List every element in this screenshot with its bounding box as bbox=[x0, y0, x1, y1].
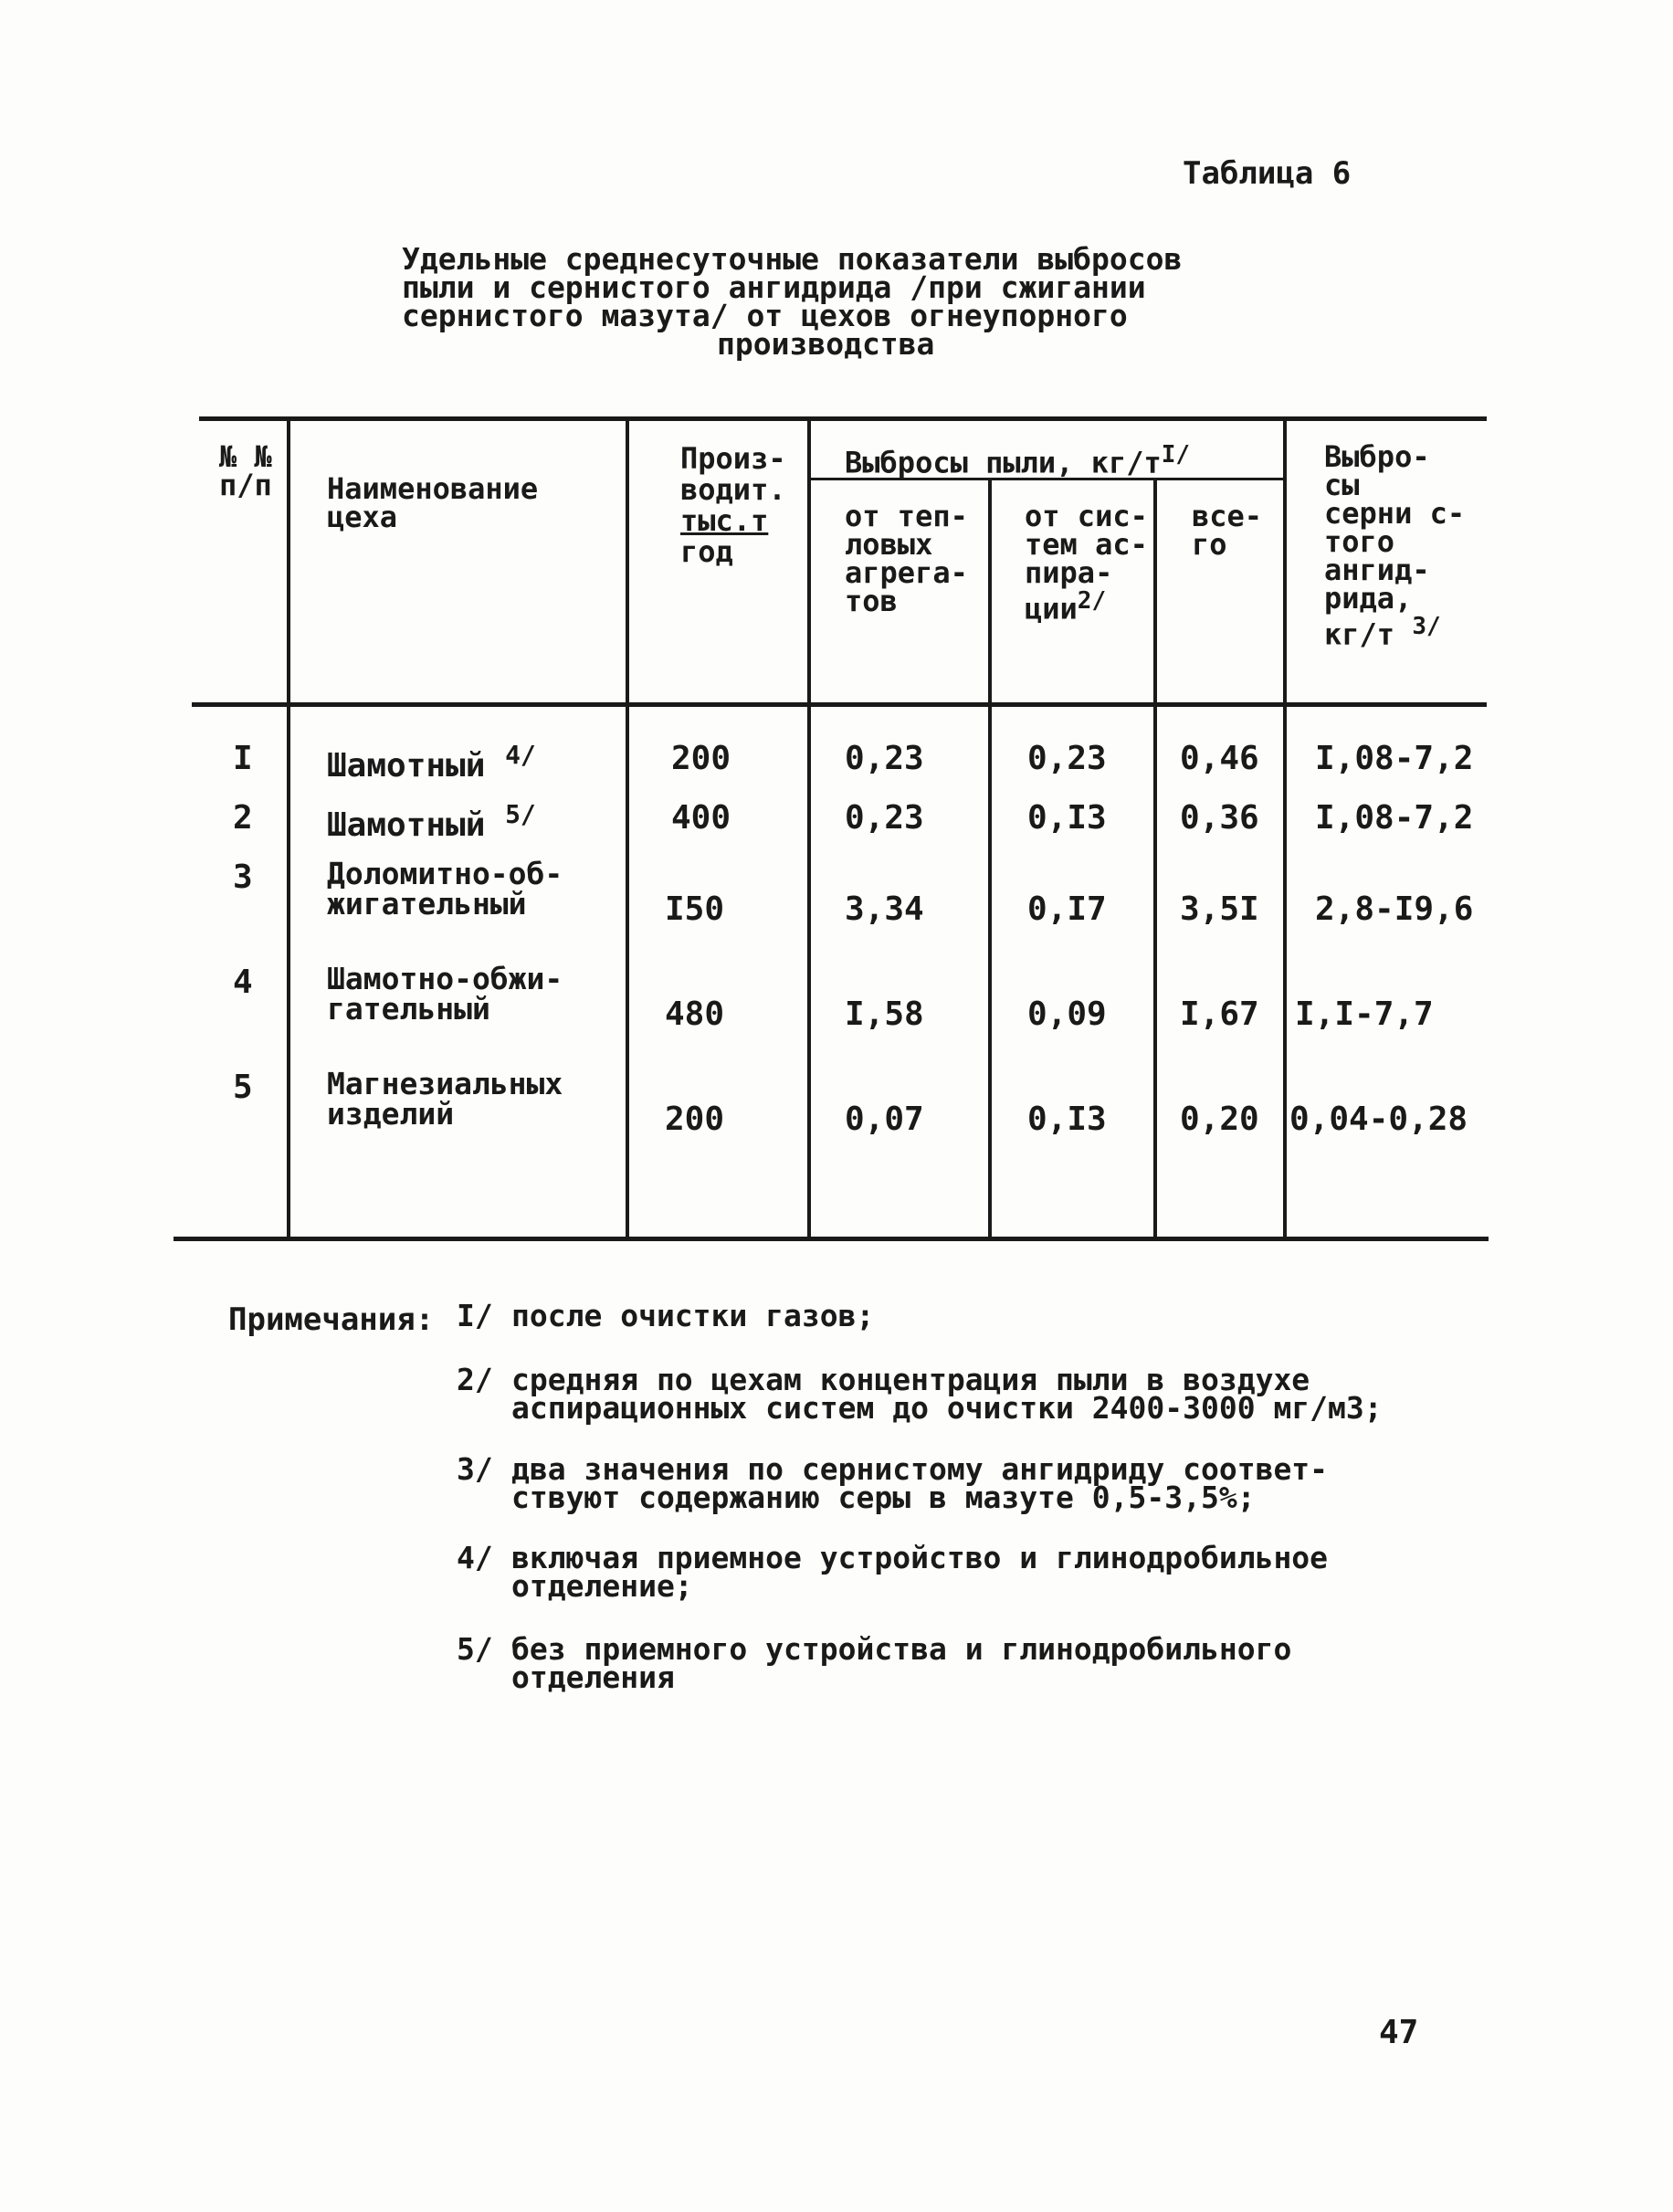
page-number: 47 bbox=[1379, 2014, 1419, 2051]
col-divider bbox=[1153, 478, 1157, 1240]
cell-so2: I,08-7,2 bbox=[1315, 740, 1474, 777]
cell-production: I50 bbox=[665, 890, 725, 928]
cell-name: Шамотно-обжи- гательный bbox=[327, 961, 563, 1027]
cell-name: Шамотный $^{4/}$ bbox=[327, 740, 536, 785]
cell-production: 400 bbox=[671, 799, 731, 837]
header-production: Произ- водит. тыс.т год bbox=[680, 441, 786, 569]
cell-thermal: I,58 bbox=[845, 995, 924, 1033]
cell-total: 0,36 bbox=[1180, 799, 1259, 837]
cell-total: 0,20 bbox=[1180, 1101, 1259, 1138]
caption-line: Удельные среднесуточные показатели выбросов bbox=[402, 241, 1183, 277]
cell-num: 2 bbox=[233, 799, 253, 837]
cell-thermal: 0,23 bbox=[845, 799, 924, 837]
cell-production: 480 bbox=[665, 995, 725, 1033]
header-dust-thermal: от теп- ловых агрега- тов bbox=[845, 499, 968, 618]
cell-aspiration: 0,I3 bbox=[1027, 1101, 1107, 1138]
footnote-ref: 2/ bbox=[1077, 587, 1107, 615]
cell-num: 3 bbox=[233, 858, 253, 896]
cell-so2: 2,8-I9,6 bbox=[1315, 890, 1474, 928]
col-divider bbox=[287, 418, 290, 1240]
header-dust-total: все- го bbox=[1192, 499, 1263, 562]
cell-total: I,67 bbox=[1180, 995, 1259, 1033]
footnote-ref: 4/ bbox=[505, 740, 536, 770]
cell-thermal: 3,34 bbox=[845, 890, 924, 928]
cell-name: Шамотный $^{5/}$ bbox=[327, 799, 536, 844]
caption-line: производства bbox=[717, 326, 935, 362]
cell-total: 3,5I bbox=[1180, 890, 1259, 928]
notes-label: Примечания: bbox=[228, 1301, 435, 1338]
cell-so2: I,I-7,7 bbox=[1295, 995, 1434, 1033]
header-rule bbox=[192, 702, 1487, 707]
cell-aspiration: 0,09 bbox=[1027, 995, 1107, 1033]
cell-num: 5 bbox=[233, 1069, 253, 1106]
table-label: Таблица 6 bbox=[1183, 155, 1352, 192]
col-divider bbox=[988, 478, 992, 1240]
cell-aspiration: 0,I7 bbox=[1027, 890, 1107, 928]
header-name: Наименование цеха bbox=[327, 471, 539, 534]
cell-num: I bbox=[233, 740, 253, 777]
caption-line: пыли и сернистого ангидрида /при сжигании bbox=[402, 269, 1146, 305]
cell-production: 200 bbox=[671, 740, 731, 777]
cell-num: 4 bbox=[233, 964, 253, 1001]
cell-production: 200 bbox=[665, 1101, 725, 1138]
cell-so2: 0,04-0,28 bbox=[1289, 1101, 1468, 1138]
cell-total: 0,46 bbox=[1180, 740, 1259, 777]
caption-line: сернистого мазута/ от цехов огнеупорного bbox=[402, 298, 1128, 333]
cell-aspiration: 0,I3 bbox=[1027, 799, 1107, 837]
table-caption bbox=[402, 241, 1224, 362]
footnote-ref: 3/ bbox=[1412, 613, 1441, 640]
cell-aspiration: 0,23 bbox=[1027, 740, 1107, 777]
cell-thermal: 0,23 bbox=[845, 740, 924, 777]
col-divider bbox=[807, 418, 811, 1240]
header-dust-aspiration: от сис- тем ас- пира- ции$^{2/}$ bbox=[1025, 499, 1148, 627]
table-bottom-rule bbox=[174, 1237, 1489, 1241]
footnote-ref: 5/ bbox=[505, 799, 536, 829]
header-num: № № п/п bbox=[219, 439, 272, 502]
cell-so2: I,08-7,2 bbox=[1315, 799, 1474, 837]
cell-name: Доломитно-об- жигательный bbox=[327, 856, 563, 922]
table-top-rule bbox=[199, 416, 1487, 421]
cell-name: Магнезиальных изделий bbox=[327, 1066, 563, 1132]
col-divider bbox=[1283, 418, 1287, 1240]
header-dust-group: Выбросы пыли, $кг/т^{I/}$ bbox=[845, 441, 1191, 480]
header-so2: Выбро- сы серни с- того ангид- рида, кг/т $^{3/}$ bbox=[1324, 439, 1466, 652]
footnote-ref: I/ bbox=[1161, 441, 1191, 469]
col-divider bbox=[626, 418, 629, 1240]
cell-thermal: 0,07 bbox=[845, 1101, 924, 1138]
